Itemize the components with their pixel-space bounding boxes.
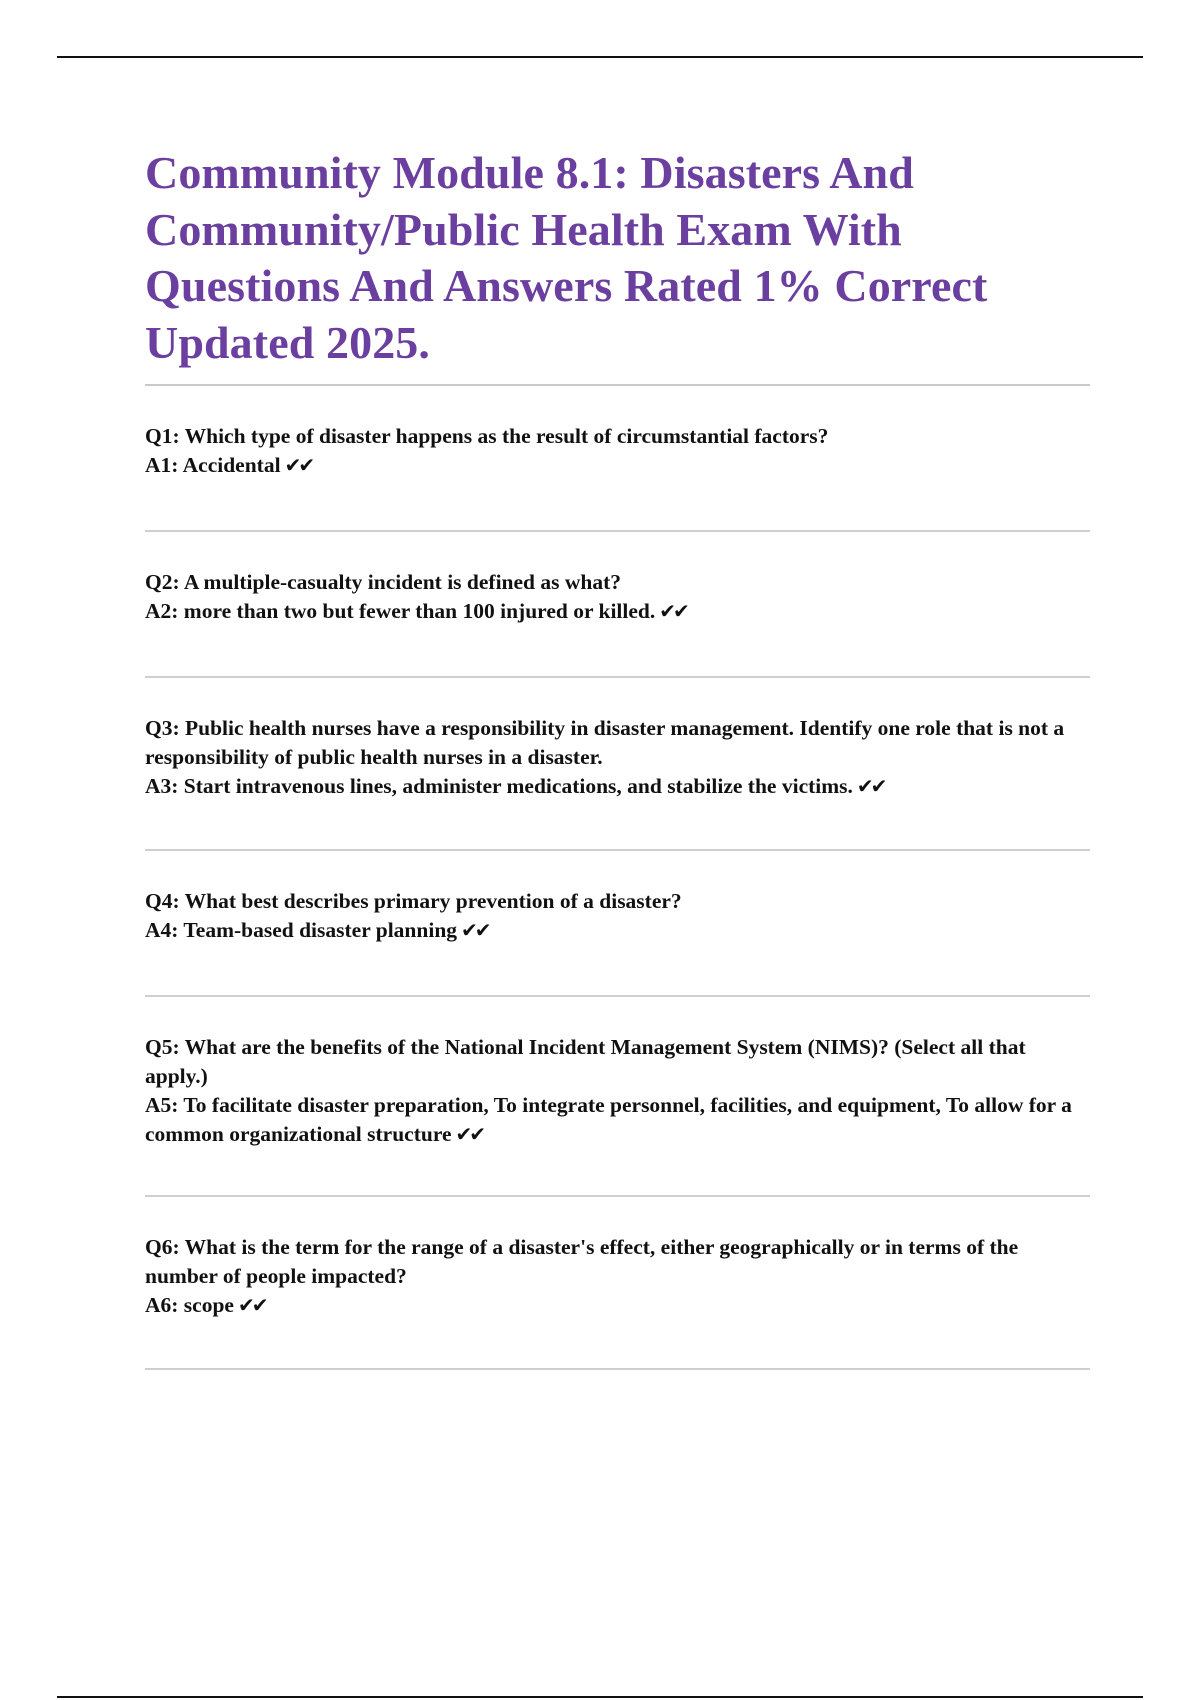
double-check-icon: ✔✔ xyxy=(237,1293,266,1317)
document-title: Community Module 8.1: Disasters And Community/Public Health Exam With Questions And Answers Rated 1% Correct Updated 2025. xyxy=(145,147,988,368)
answer-2-line xyxy=(145,597,1090,626)
answer-3-line xyxy=(145,772,1090,801)
qa-item-4 xyxy=(145,851,1090,997)
answer-5-line xyxy=(145,1091,1090,1149)
answer-3: A3: Start intravenous lines, administer medications, and stabilize the victims. xyxy=(145,774,853,798)
double-check-icon: ✔✔ xyxy=(856,774,885,798)
page-top-rule xyxy=(57,56,1143,58)
answer-6: A6: scope xyxy=(145,1293,234,1317)
question-5: Q5: What are the benefits of the National Incident Management System (NIMS)? (Select all that apply.) xyxy=(145,1035,1026,1088)
answer-4: A4: Team-based disaster planning xyxy=(145,918,458,942)
answer-5: A5: To facilitate disaster preparation, To integrate personnel, facilities, and equipment, To allow for a common organizational structure xyxy=(145,1093,1072,1146)
answer-6-line xyxy=(145,1291,1090,1320)
page-bottom-rule xyxy=(57,1696,1143,1698)
double-check-icon: ✔✔ xyxy=(455,1122,484,1146)
qa-item-2 xyxy=(145,532,1090,678)
double-check-icon: ✔✔ xyxy=(284,453,313,477)
qa-item-6 xyxy=(145,1197,1090,1370)
question-1: Q1: Which type of disaster happens as the result of circumstantial factors? xyxy=(145,424,829,448)
double-check-icon: ✔✔ xyxy=(659,599,687,623)
answer-1-line xyxy=(145,451,1090,480)
qa-item-3 xyxy=(145,678,1090,851)
qa-item-5 xyxy=(145,997,1090,1197)
double-check-icon: ✔✔ xyxy=(461,918,489,942)
question-2: Q2: A multiple-casualty incident is defined as what? xyxy=(145,570,622,594)
question-6: Q6: What is the term for the range of a disaster's effect, either geographically or in terms of the number of people impacted? xyxy=(145,1235,1019,1288)
qa-item-1 xyxy=(145,386,1090,532)
document-body xyxy=(145,145,1090,1370)
answer-2: A2: more than two but fewer than 100 injured or killed. xyxy=(145,599,656,623)
answer-4-line xyxy=(145,916,1090,945)
answer-1: A1: Accidental xyxy=(145,453,281,477)
question-4: Q4: What best describes primary prevention of a disaster? xyxy=(145,889,682,913)
question-3: Q3: Public health nurses have a responsibility in disaster management. Identify one role that is not a responsibility of public health nurses in a disaster. xyxy=(145,716,1065,769)
